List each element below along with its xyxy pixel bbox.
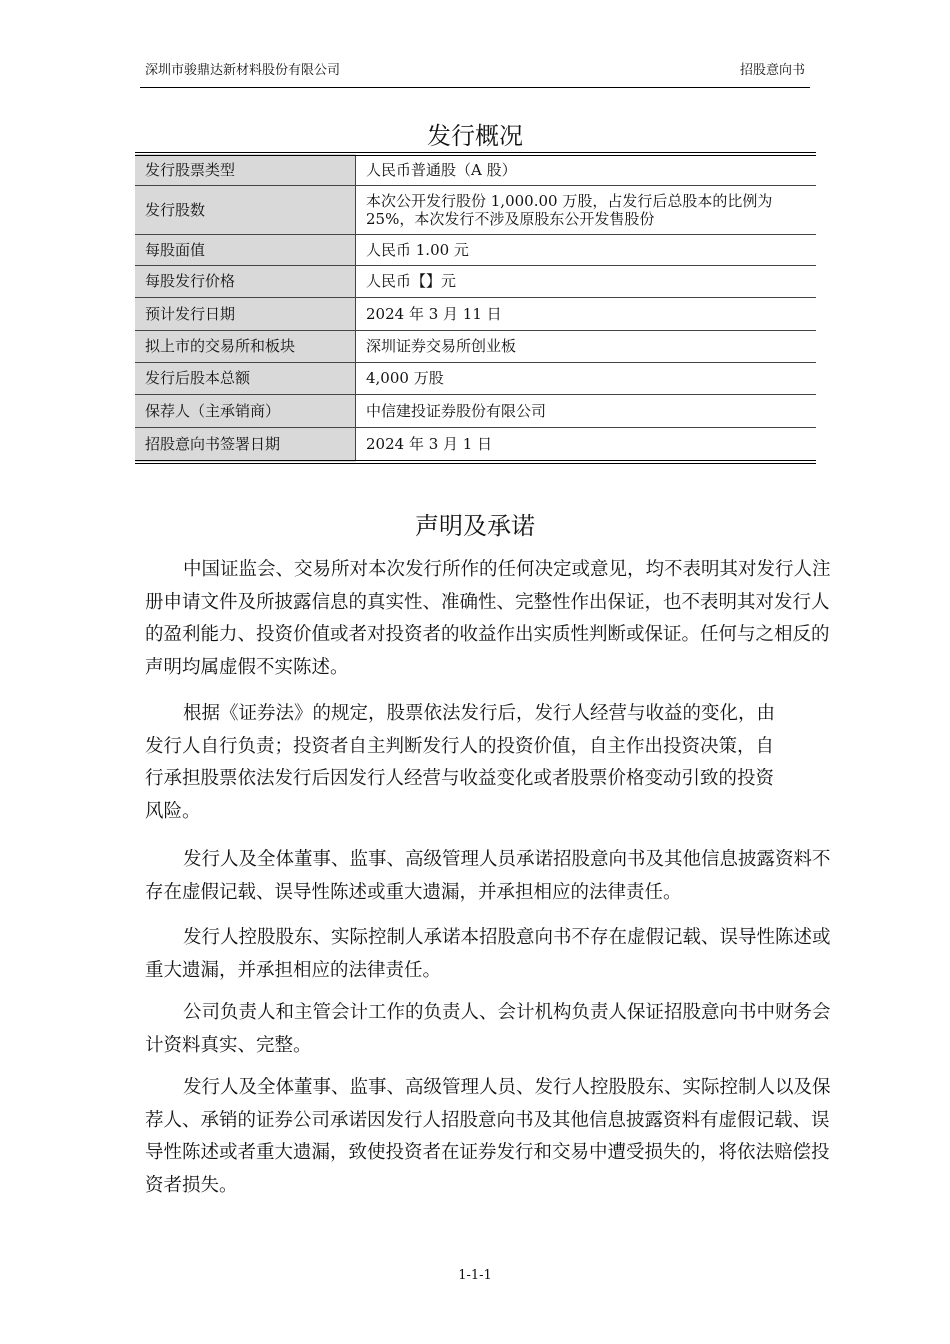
row-value: 人民币【】元 <box>356 265 817 297</box>
paragraph-line: 发行人自行负责；投资者自主判断发行人的投资价值，自主作出投资决策，自 <box>145 735 775 757</box>
paragraph-line: 存在虚假记载、误导性陈述或重大遗漏，并承担相应的法律责任。 <box>145 881 682 903</box>
row-value: 中信建投证券股份有限公司 <box>356 394 817 427</box>
table-row <box>135 185 816 234</box>
row-label: 保荐人（主承销商） <box>135 394 356 427</box>
paragraph-line: 发行人及全体董事、监事、高级管理人员承诺招股意向书及其他信息披露资料不 <box>183 849 831 870</box>
row-label: 每股面值 <box>135 234 356 265</box>
paragraph-line: 的盈利能力、投资价值或者对投资者的收益作出实质性判断或保证。任何与之相反的 <box>145 624 830 645</box>
paragraph-line: 行承担股票依法发行后因发行人经营与收益变化或者股票价格变动引致的投资 <box>145 768 775 789</box>
paragraph-line: 导性陈述或者重大遗漏，致使投资者在证券发行和交易中遭受损失的，将依法赔偿投 <box>145 1142 830 1163</box>
paragraph-line: 声明均属虚假不实陈述。 <box>145 656 349 678</box>
overview-title: 发行概况 <box>427 122 523 150</box>
paragraph-line: 根据《证券法》的规定，股票依法发行后，发行人经营与收益的变化，由 <box>183 703 776 724</box>
row-label: 每股发行价格 <box>135 265 356 297</box>
table-row <box>135 394 816 427</box>
paragraph-line: 中国证监会、交易所对本次发行所作的任何决定或意见，均不表明其对发行人注 <box>183 559 831 580</box>
table-row <box>135 265 816 297</box>
row-label: 发行股票类型 <box>135 154 356 185</box>
paragraph-line: 重大遗漏，并承担相应的法律责任。 <box>145 959 442 981</box>
paragraph-line: 公司负责人和主管会计工作的负责人、会计机构负责人保证招股意向书中财务会 <box>183 1002 831 1023</box>
declaration-paragraph <box>145 997 831 1062</box>
page-number: 1-1-1 <box>458 1268 492 1283</box>
header-rule <box>140 87 810 88</box>
table-row <box>135 154 816 185</box>
row-label: 发行股数 <box>135 185 356 234</box>
paragraph-line: 发行人及全体董事、监事、高级管理人员、发行人控股股东、实际控制人以及保 <box>183 1077 831 1098</box>
paragraph-line: 发行人控股股东、实际控制人承诺本招股意向书不存在虚假记载、误导性陈述或 <box>183 927 831 948</box>
declaration-paragraph <box>145 922 831 987</box>
table-row <box>135 427 816 462</box>
row-value: 2024 年 3 月 11 日 <box>356 297 817 330</box>
paragraph-line: 册申请文件及所披露信息的真实性、准确性、完整性作出保证，也不表明其对发行人 <box>145 591 830 613</box>
table-row <box>135 362 816 394</box>
row-value: 2024 年 3 月 1 日 <box>356 427 817 462</box>
row-label: 发行后股本总额 <box>135 362 356 394</box>
row-value: 4,000 万股 <box>356 362 817 394</box>
declaration-paragraph <box>145 554 831 684</box>
table-row <box>135 297 816 330</box>
paragraph-line: 资者损失。 <box>145 1174 238 1196</box>
row-label: 拟上市的交易所和板块 <box>135 330 356 362</box>
declaration-title: 声明及承诺 <box>415 512 535 540</box>
overview-table <box>135 152 816 464</box>
declaration-paragraph <box>145 1072 831 1202</box>
row-value: 人民币普通股（A 股） <box>356 154 817 185</box>
row-value: 本次公开发行股份 1,000.00 万股，占发行后总股本的比例为 25%，本次发行不涉及原股东公开发售股份 <box>356 185 817 234</box>
paragraph-line: 风险。 <box>145 800 201 822</box>
row-value: 人民币 1.00 元 <box>356 234 817 265</box>
paragraph-line: 计资料真实、完整。 <box>145 1034 312 1056</box>
table-row <box>135 330 816 362</box>
row-value: 深圳证券交易所创业板 <box>356 330 817 362</box>
declaration-paragraph <box>145 844 831 909</box>
table-row <box>135 234 816 265</box>
row-label: 预计发行日期 <box>135 297 356 330</box>
paragraph-line: 荐人、承销的证券公司承诺因发行人招股意向书及其他信息披露资料有虚假记载、误 <box>145 1109 830 1131</box>
row-label: 招股意向书签署日期 <box>135 427 356 462</box>
header-company: 深圳市骏鼎达新材料股份有限公司 <box>145 63 341 78</box>
declaration-paragraph <box>145 698 775 828</box>
header-doc-type: 招股意向书 <box>739 63 805 78</box>
